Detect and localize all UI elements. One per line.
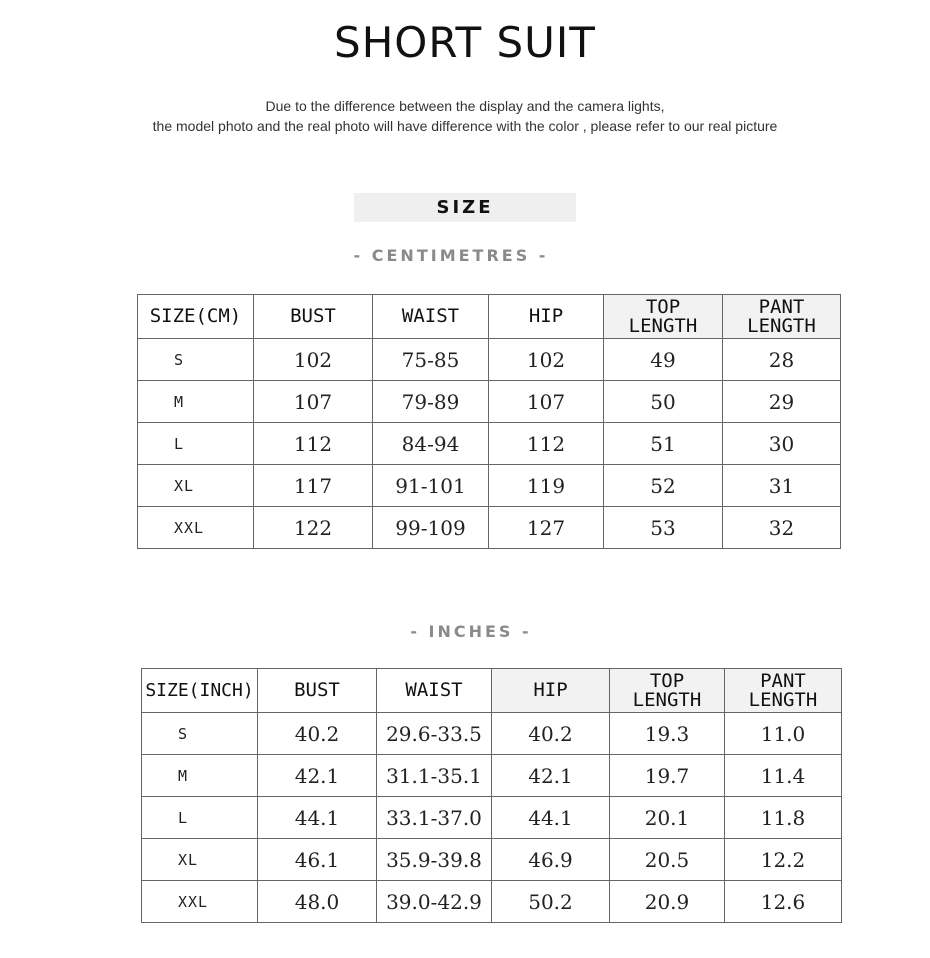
column-header-hip: HIP — [492, 669, 610, 713]
pant-length-cell: 31 — [723, 465, 841, 507]
bust-cell: 48.0 — [258, 881, 377, 923]
size-section-label: SIZE — [354, 193, 576, 222]
hip-cell: 44.1 — [492, 797, 610, 839]
pant-length-cell: 11.8 — [725, 797, 842, 839]
waist-cell: 84-94 — [373, 423, 489, 465]
table-header-row — [142, 669, 842, 713]
table-row — [138, 381, 841, 423]
pant-length-cell: 32 — [723, 507, 841, 549]
hip-cell: 127 — [489, 507, 604, 549]
bust-cell: 42.1 — [258, 755, 377, 797]
size-cell: M — [142, 755, 258, 797]
bust-cell: 46.1 — [258, 839, 377, 881]
top-length-cell: 50 — [604, 381, 723, 423]
bust-cell: 117 — [254, 465, 373, 507]
top-length-cell: 19.7 — [610, 755, 725, 797]
column-header-size: SIZE(INCH) — [142, 669, 258, 713]
page-title: SHORT SUIT — [334, 18, 596, 67]
hip-cell: 107 — [489, 381, 604, 423]
table-row — [142, 839, 842, 881]
pant-length-cell: 29 — [723, 381, 841, 423]
column-header-waist: WAIST — [373, 295, 489, 339]
size-cell: L — [142, 797, 258, 839]
hip-cell: 119 — [489, 465, 604, 507]
top-length-cell: 20.5 — [610, 839, 725, 881]
pant-length-cell: 12.2 — [725, 839, 842, 881]
pant-length-cell: 11.4 — [725, 755, 842, 797]
top-length-cell: 52 — [604, 465, 723, 507]
bust-cell: 107 — [254, 381, 373, 423]
hip-cell: 46.9 — [492, 839, 610, 881]
hip-cell: 50.2 — [492, 881, 610, 923]
table-row — [138, 507, 841, 549]
hip-cell: 42.1 — [492, 755, 610, 797]
notice-line-1: Due to the difference between the display and the camera lights, — [265, 98, 665, 114]
waist-cell: 33.1-37.0 — [377, 797, 492, 839]
hip-cell: 102 — [489, 339, 604, 381]
pant-length-cell: 28 — [723, 339, 841, 381]
bust-cell: 44.1 — [258, 797, 377, 839]
table-row — [142, 797, 842, 839]
table-header-row — [138, 295, 841, 339]
table-row — [142, 881, 842, 923]
bust-cell: 102 — [254, 339, 373, 381]
bust-cell: 40.2 — [258, 713, 377, 755]
notice-line-2: the model photo and the real photo will have difference with the color , please refer to our real picture — [152, 118, 778, 134]
column-header-top-length: TOP LENGTH — [604, 295, 723, 339]
bust-cell: 112 — [254, 423, 373, 465]
table-row — [138, 339, 841, 381]
waist-cell: 35.9-39.8 — [377, 839, 492, 881]
size-cell: S — [138, 339, 254, 381]
pant-length-cell: 12.6 — [725, 881, 842, 923]
inches-size-table — [141, 668, 842, 923]
table-row — [142, 755, 842, 797]
pant-length-cell: 30 — [723, 423, 841, 465]
column-header-bust: BUST — [258, 669, 377, 713]
size-cell: XL — [142, 839, 258, 881]
column-header-hip: HIP — [489, 295, 604, 339]
column-header-bust: BUST — [254, 295, 373, 339]
size-cell: L — [138, 423, 254, 465]
column-header-pant-length: PANT LENGTH — [723, 295, 841, 339]
column-header-top-length: TOP LENGTH — [610, 669, 725, 713]
hip-cell: 112 — [489, 423, 604, 465]
size-cell: XXL — [138, 507, 254, 549]
table-row — [138, 465, 841, 507]
size-cell: XL — [138, 465, 254, 507]
waist-cell: 29.6-33.5 — [377, 713, 492, 755]
bust-cell: 122 — [254, 507, 373, 549]
size-cell: M — [138, 381, 254, 423]
inches-heading: - INCHES - — [410, 622, 532, 641]
centimetres-heading: - CENTIMETRES - — [353, 246, 549, 265]
top-length-cell: 53 — [604, 507, 723, 549]
table-row — [138, 423, 841, 465]
column-header-pant-length: PANT LENGTH — [725, 669, 842, 713]
column-header-waist: WAIST — [377, 669, 492, 713]
centimetres-size-table — [137, 294, 841, 549]
waist-cell: 79-89 — [373, 381, 489, 423]
waist-cell: 39.0-42.9 — [377, 881, 492, 923]
waist-cell: 99-109 — [373, 507, 489, 549]
waist-cell: 75-85 — [373, 339, 489, 381]
table-row — [142, 713, 842, 755]
waist-cell: 91-101 — [373, 465, 489, 507]
column-header-size: SIZE(CM) — [138, 295, 254, 339]
size-cell: S — [142, 713, 258, 755]
top-length-cell: 20.1 — [610, 797, 725, 839]
top-length-cell: 20.9 — [610, 881, 725, 923]
pant-length-cell: 11.0 — [725, 713, 842, 755]
waist-cell: 31.1-35.1 — [377, 755, 492, 797]
top-length-cell: 49 — [604, 339, 723, 381]
top-length-cell: 19.3 — [610, 713, 725, 755]
size-cell: XXL — [142, 881, 258, 923]
top-length-cell: 51 — [604, 423, 723, 465]
hip-cell: 40.2 — [492, 713, 610, 755]
